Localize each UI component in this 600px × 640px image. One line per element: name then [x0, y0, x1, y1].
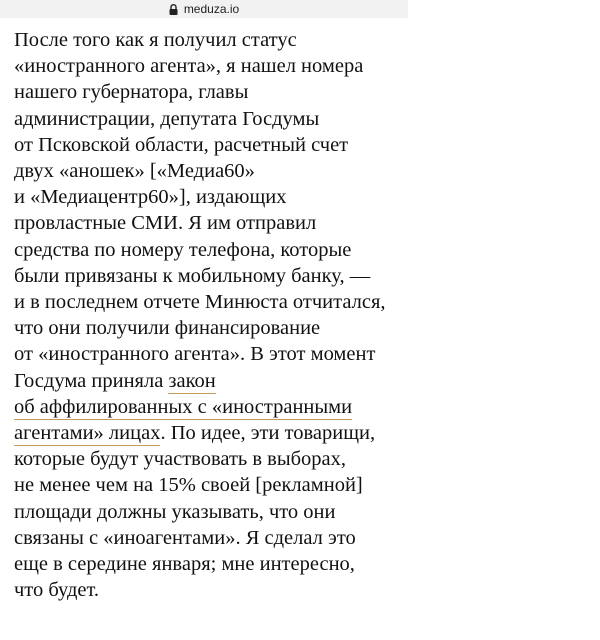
article-line: что будет.: [14, 579, 100, 602]
article-line: что они получили финансирование: [14, 317, 321, 340]
article-line: администрации, депутата Госдумы: [14, 107, 320, 130]
article-line: от «иностранного агента». В этот момент: [14, 343, 376, 366]
article-line: еще в середине января; мне интересно,: [14, 553, 355, 576]
text-segment: . По идее, эти товарищи,: [160, 422, 376, 445]
article-line: и в последнем отчете Минюста отчитался,: [14, 291, 386, 314]
article-line: и «Медиацентр60»], издающих: [14, 186, 287, 209]
law-link-part-1[interactable]: закон: [168, 369, 216, 392]
url-text: meduza.io: [183, 2, 240, 16]
article-body: [14, 27, 414, 603]
article-line: двух «аношек» [«Медиа60»: [14, 160, 255, 183]
article-line-link: [14, 394, 414, 420]
article-line: были привязаны к мобильному банку, —: [14, 264, 371, 287]
article-line: После того как я получил статус: [14, 29, 297, 51]
article-line: от Псковской области, расчетный счет: [14, 133, 349, 156]
address-bar[interactable]: [0, 0, 408, 18]
text-segment: Госдума приняла: [14, 369, 169, 392]
article-line: средства по номеру телефона, которые: [14, 238, 352, 261]
article-line: провластные СМИ. Я им отправил: [14, 212, 317, 235]
article-line: площади должны указывать, что они: [14, 500, 336, 523]
article-line: связаны с «иноагентами». Я сделал это: [14, 526, 356, 549]
article-line: не менее чем на 15% своей [рекламной]: [14, 474, 363, 497]
article-line-with-link: [14, 420, 414, 446]
lock-icon: [169, 4, 178, 15]
law-link-part-3[interactable]: агентами» лицах: [14, 422, 161, 445]
article-line: которые будут участвовать в выборах,: [14, 448, 347, 471]
article-line-with-link: [14, 368, 414, 394]
article-line: «иностранного агента», я нашел номера: [14, 55, 364, 78]
article-line: нашего губернатора, главы: [14, 81, 249, 104]
law-link-part-2[interactable]: об аффилированных с «иностранными: [14, 395, 353, 418]
